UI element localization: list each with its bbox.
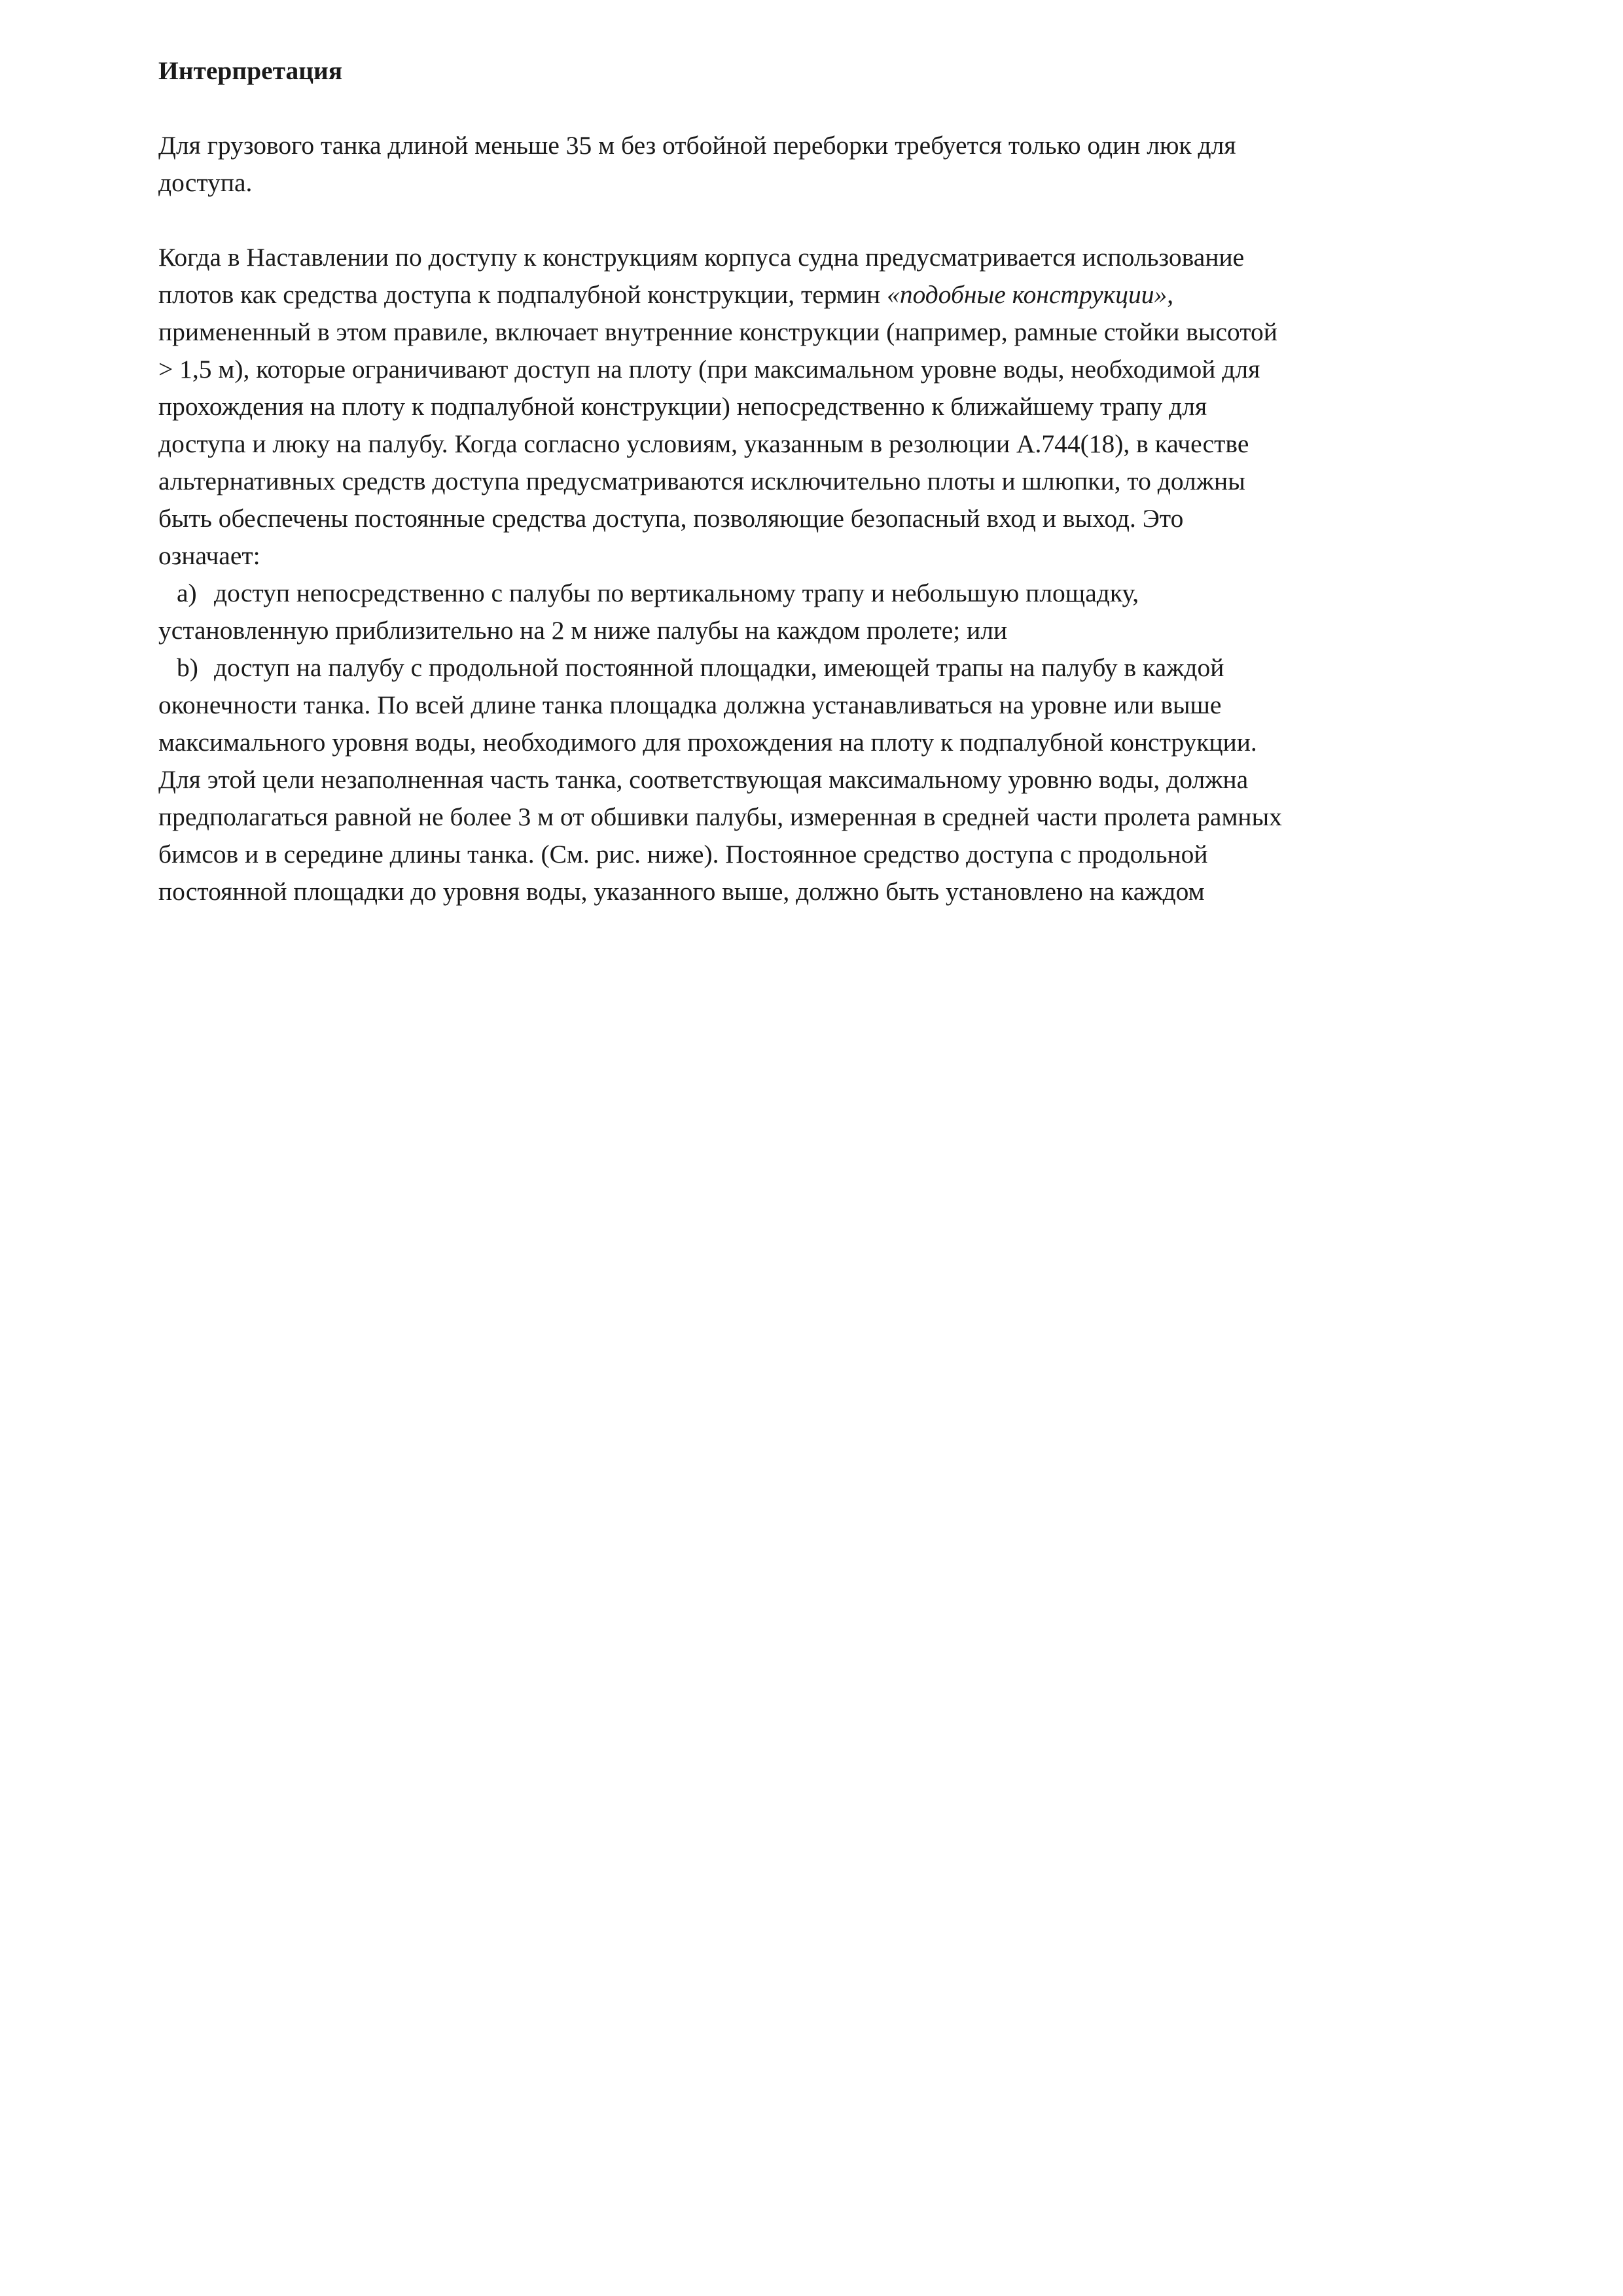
text-fragment: плотов как средства доступа к подпалубной конструкции, термин <box>158 280 887 309</box>
list-marker: a) <box>177 579 197 607</box>
text-line: > 1,5 м), которые ограничивают доступ на плоту (при максимальном уровне воды, необходимой для <box>158 355 1260 384</box>
text-line: примененный в этом правиле, включает внутренние конструкции (например, рамные стойки высотой <box>158 317 1277 346</box>
text-line: быть обеспечены постоянные средства доступа, позволяющие безопасный вход и выход. Это <box>158 504 1184 533</box>
list-item-first-line <box>158 575 1480 612</box>
text-line: прохождения на плоту к подпалубной конструкции) непосредственно к ближайшему трапу для <box>158 392 1207 421</box>
text-line: доступа и люку на палубу. Когда согласно условиям, указанным в резолюции А.744(18), в качестве <box>158 429 1249 458</box>
text-line: постоянной площадки до уровня воды, указанного выше, должно быть установлено на каждом <box>158 877 1205 906</box>
section-heading: Интерпретация <box>158 56 343 85</box>
paragraph-single-hatch <box>158 127 1480 202</box>
text-line: максимального уровня воды, необходимого для прохождения на плоту к подпалубной конструкции. <box>158 728 1257 757</box>
text-line: Для этой цели незаполненная часть танка, соответствующая максимальному уровню воды, должна <box>158 765 1249 794</box>
text-line <box>158 276 1480 314</box>
text-line: означает: <box>158 541 260 570</box>
text-fragment: , <box>1167 280 1174 309</box>
text-line: Когда в Наставлении по доступу к конструкциям корпуса судна предусматривается использование <box>158 243 1245 272</box>
list-item-a <box>158 575 1480 649</box>
paragraph-rafts-access <box>158 239 1480 575</box>
text-line: альтернативных средств доступа предусматриваются исключительно плоты и шлюпки, то должны <box>158 467 1245 495</box>
defined-term: «подобные конструкции» <box>887 280 1168 309</box>
document-page <box>158 52 1480 910</box>
text-line: установленную приблизительно на 2 м ниже палубы на каждом пролете; или <box>158 616 1008 645</box>
list-item-b <box>158 649 1480 910</box>
text-line: Для грузового танка длиной меньше 35 м без отбойной переборки требуется только один люк для <box>158 131 1236 160</box>
list-marker: b) <box>177 653 198 682</box>
text-line: бимсов и в середине длины танка. (См. рис. ниже). Постоянное средство доступа с продольной <box>158 840 1208 869</box>
list-item-first-line <box>158 649 1480 687</box>
text-line: предполагаться равной не более 3 м от обшивки палубы, измеренная в средней части пролета рамных <box>158 802 1282 831</box>
text-line: доступа. <box>158 168 253 197</box>
text-line: оконечности танка. По всей длине танка площадка должна устанавливаться на уровне или выше <box>158 691 1222 719</box>
text-fragment: доступ непосредственно с палубы по вертикальному трапу и небольшую площадку, <box>214 579 1139 607</box>
text-fragment: доступ на палубу с продольной постоянной площадки, имеющей трапы на палубу в каждой <box>214 653 1224 682</box>
